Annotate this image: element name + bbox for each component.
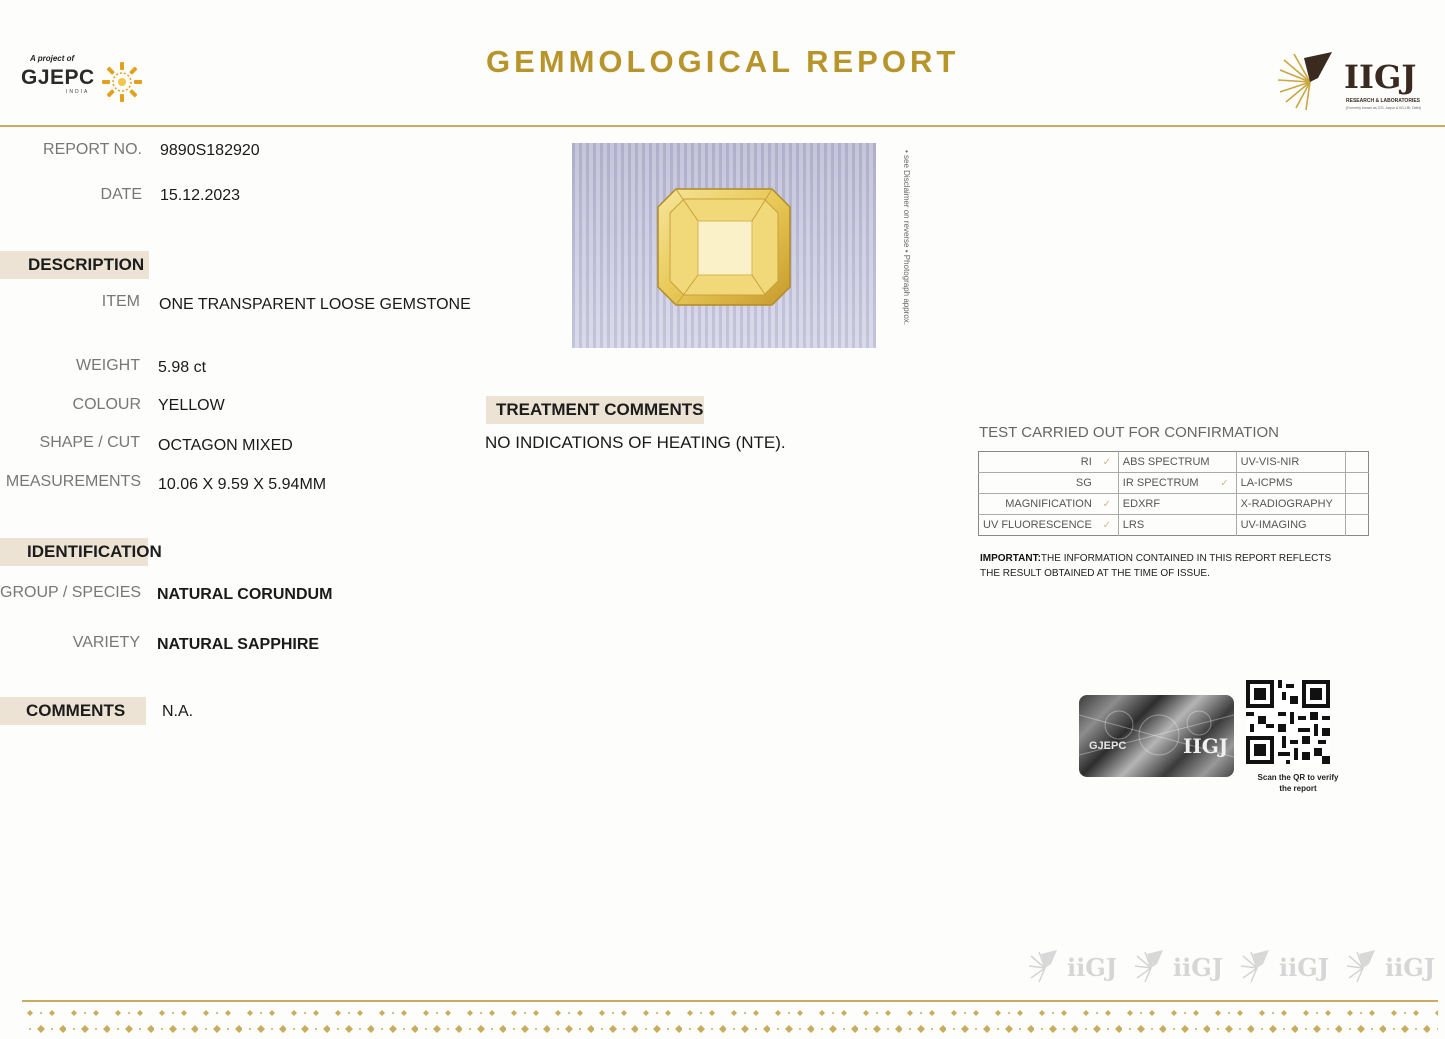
- identification-heading: IDENTIFICATION: [0, 538, 148, 566]
- colour-value: YELLOW: [158, 397, 225, 414]
- table-row: [979, 473, 1369, 494]
- hologram-icon: [1079, 695, 1234, 777]
- qr-caption: Scan the QR to verify the report: [1257, 773, 1339, 793]
- shape-value: OCTAGON MIXED: [158, 437, 293, 454]
- iigj-starburst-logo-icon: [1274, 50, 1336, 112]
- test-name: LRS: [1122, 519, 1145, 531]
- test-name: UV FLUORESCENCE: [983, 519, 1092, 531]
- measurements-label: MEASUREMENTS: [5, 473, 141, 490]
- tests-table: [978, 451, 1369, 536]
- tests-title: TEST CARRIED OUT FOR CONFIRMATION: [979, 424, 1280, 441]
- gemstone-photo: [572, 143, 876, 348]
- gjepc-logo-text: GJEPC: [21, 66, 95, 89]
- comments-heading: COMMENTS: [0, 697, 146, 725]
- qr-code-icon: [1246, 680, 1330, 764]
- hologram-iigj: IIGJ: [1183, 734, 1229, 758]
- important-label: IMPORTANT:: [980, 553, 1041, 564]
- check-icon: ✓: [1096, 452, 1119, 473]
- footer-diamond-border: [22, 1005, 1438, 1037]
- weight-label: WEIGHT: [76, 357, 140, 374]
- header-rule: [0, 125, 1445, 127]
- gemstone-icon: [572, 143, 876, 348]
- group-label: GROUP / SPECIES: [0, 584, 142, 601]
- empty-check: [1345, 452, 1368, 473]
- important-text: THE INFORMATION CONTAINED IN THIS REPORT REFLECTS THE RESULT OBTAINED AT THE TIME OF ISSUE.: [980, 553, 1332, 579]
- watermark-logo: [1239, 950, 1339, 984]
- shape-label: SHAPE / CUT: [39, 434, 140, 451]
- colour-label: COLOUR: [72, 396, 141, 413]
- report-title: GEMMOLOGICAL REPORT: [486, 44, 960, 79]
- watermark-text: iiGJ: [1067, 953, 1118, 982]
- item-label: ITEM: [101, 293, 140, 310]
- test-name: MAGNIFICATION: [979, 494, 1096, 515]
- test-name: SG: [979, 473, 1096, 494]
- comments-value: N.A.: [162, 703, 194, 720]
- iigj-subtitle: RESEARCH & LABORATORIES: [1346, 98, 1420, 104]
- test-name: RI: [979, 452, 1096, 473]
- empty-check: [1214, 452, 1237, 473]
- photo-disclaimer: • see Disclaimer on reverse • Photograph approx.: [902, 150, 911, 326]
- variety-label: VARIETY: [72, 634, 140, 651]
- watermark-logo: [1345, 950, 1445, 984]
- footer-rule: [22, 1000, 1438, 1002]
- test-name: EDXRF: [1118, 494, 1213, 515]
- watermark-text: iiGJ: [1173, 953, 1224, 982]
- test-name: UV-VIS-NIR: [1236, 452, 1345, 473]
- date-label: DATE: [100, 186, 142, 203]
- table-row: [979, 494, 1369, 515]
- empty-check: [1214, 515, 1237, 536]
- weight-value: 5.98 ct: [158, 359, 207, 376]
- watermark-logo: [1027, 950, 1127, 984]
- date-value: 15.12.2023: [160, 187, 241, 204]
- measurements-value: 10.06 X 9.59 X 5.94MM: [158, 476, 327, 493]
- watermark-text: iiGJ: [1279, 953, 1330, 982]
- group-value: NATURAL CORUNDUM: [157, 586, 333, 603]
- empty-check: [1345, 494, 1368, 515]
- gjepc-country: INDIA: [66, 89, 90, 95]
- treatment-value: NO INDICATIONS OF HEATING (NTE).: [485, 433, 786, 452]
- empty-check: [1345, 473, 1368, 494]
- iigj-subtitle-small: (Formerly known as GTL Jaipur & IIGJ-RL Delhi): [1346, 106, 1422, 110]
- check-icon: ✓: [1214, 473, 1237, 494]
- gjepc-sun-logo-icon: [101, 61, 143, 103]
- table-row: [979, 452, 1369, 473]
- test-name: UV-IMAGING: [1240, 519, 1307, 531]
- check-icon: ✓: [1096, 515, 1119, 536]
- table-row: [979, 515, 1369, 536]
- variety-value: NATURAL SAPPHIRE: [157, 636, 320, 653]
- test-name: X-RADIOGRAPHY: [1236, 494, 1345, 515]
- empty-check: [1096, 473, 1119, 494]
- watermark-text: iiGJ: [1385, 953, 1436, 982]
- item-value: ONE TRANSPARENT LOOSE GEMSTONE: [159, 296, 471, 313]
- hologram-gjepc: GJEPC: [1089, 740, 1127, 752]
- description-heading: DESCRIPTION: [0, 251, 149, 279]
- watermark-logo: [1133, 950, 1233, 984]
- test-name: ABS SPECTRUM: [1118, 452, 1213, 473]
- test-name: IR SPECTRUM: [1118, 473, 1213, 494]
- iigj-logo-text: IIGJ: [1344, 58, 1417, 96]
- project-of-label: A project of: [30, 54, 75, 63]
- treatment-heading: TREATMENT COMMENTS: [486, 396, 704, 424]
- important-note: [980, 551, 1340, 581]
- empty-check: [1345, 515, 1368, 536]
- report-no-label: REPORT NO.: [43, 141, 142, 158]
- check-icon: ✓: [1096, 494, 1119, 515]
- report-no-value: 9890S182920: [160, 142, 260, 159]
- test-name: LA-ICPMS: [1236, 473, 1345, 494]
- empty-check: [1214, 494, 1237, 515]
